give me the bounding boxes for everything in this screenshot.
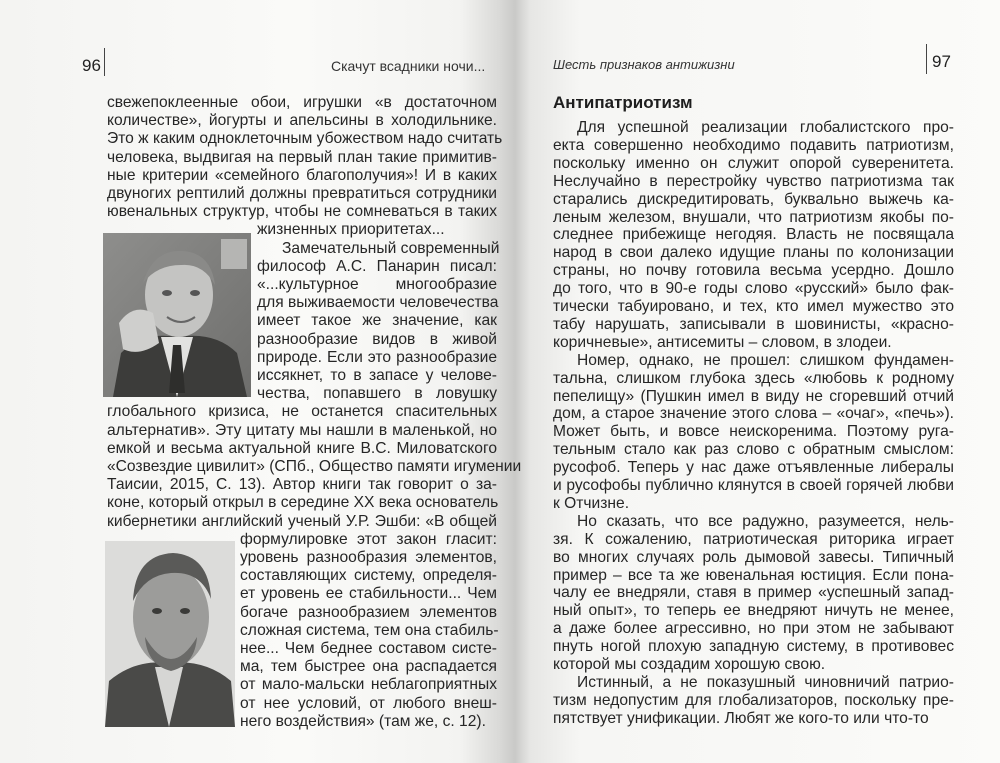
paragraph-first-line: Номер, однако, не прошел: слишком фундамен-: [577, 351, 954, 369]
paragraph-first-line: Для успешной реализации глобалистского про-: [577, 119, 954, 136]
text-line: философ А.С. Панарин писал:: [257, 257, 497, 275]
text-line: леным железом, внушали, что патриотизм якобы по-: [553, 208, 954, 226]
text-line: тальна, слишком глубока здесь «любовь к родному: [553, 369, 954, 387]
text-line: коне, который открыл в середине XX века основатель: [107, 494, 499, 512]
text-line: нее... Чем беднее составом систе-: [240, 640, 497, 657]
page-number-left: 96: [82, 56, 101, 75]
text-line: ет уровень ее стабильности... Чем: [240, 585, 497, 603]
text-line: уровень разнообразия элементов,: [240, 549, 497, 566]
text-line: двуногих рептилий должны превратиться сотрудники: [107, 185, 497, 202]
text-line: альтернатив». Эту цитату мы нашли в маленькой, но: [107, 421, 497, 439]
text-line: и русофобы публично клянутся в своей горячей любви: [553, 477, 954, 494]
text-line: поскольку именно он служит опорой суверенитета.: [553, 154, 954, 172]
text-line: дом, а старое значение этого слова – «очаг», «печь»).: [553, 405, 954, 423]
text-line: ма, тем быстрее она распадается: [240, 658, 497, 676]
text-line: свежепоклеенные обои, игрушки «в достаточном: [107, 94, 497, 111]
section-heading: Антипатриотизм: [553, 93, 693, 112]
text-line: тельным стало как раз слово с обратным смыслом:: [553, 441, 954, 459]
text-line: разнообразие видов в живой: [257, 330, 497, 348]
text-line: Неслучайно в перестройку чувство патриотизма так: [553, 172, 954, 190]
text-line: тически табуировано, и тех, кто имел мужество это: [553, 298, 954, 315]
text-line: количестве», йогурты и апельсины в холодильнике.: [107, 112, 497, 130]
text-line: коричневые», антисемиты – словом, в злодеи.: [553, 333, 892, 351]
text-line: ювенальных структур, чтобы не сомневаться в таких: [107, 203, 497, 221]
text-line: ные критерии «семейного благополучия»! И в каких: [107, 166, 497, 184]
text-line: имеет такое же значение, как: [257, 312, 497, 330]
text-line: русофоб. Теперь у нас даже отъявленные либералы: [553, 459, 954, 477]
text-line: для выживаемости человечества: [257, 294, 499, 312]
text-line: «Созвездие цивилит» (СПб., Общество памяти игумении: [107, 458, 522, 475]
text-line: табу нарушать, записывали в шовинисты, «красно-: [553, 315, 954, 333]
text-line: Замечательный современный: [282, 239, 500, 257]
text-line: человека, выдвигая на первый план такие примитив-: [107, 148, 497, 166]
text-line: жизненных приоритетах...: [257, 221, 445, 239]
page-number-right: 97: [932, 52, 951, 71]
text-line: кибернетики английский ученый У.Р. Эшби: «В общей: [107, 512, 497, 530]
page-number-divider: [926, 44, 927, 74]
text-line: чества, попавшего в ловушку: [257, 385, 497, 403]
text-line: которой мы создадим хорошую свою.: [553, 656, 826, 673]
text-line: емкой и весьма актуальной книге В.С. Миловатского: [107, 439, 497, 457]
running-header-left: Скачут всадники ночи...: [331, 58, 486, 74]
text-line: во многих случаях роль дымовой завесы. Типичный: [553, 548, 954, 566]
text-line: пример – все та же ювенальная юстиция. Если пона-: [553, 566, 954, 584]
text-line: глобального кризиса, не останется спасительных: [107, 403, 497, 421]
text-line: до того, что в 90-е годы слово «русский» было фак-: [553, 280, 954, 298]
text-line: от мало-мальски неблагоприятных: [240, 676, 497, 694]
text-line: богаче разнообразием элементов: [240, 603, 497, 621]
text-line: сложная система, тем она стабиль-: [240, 621, 499, 639]
text-line: от нее условий, от любого внеш-: [240, 694, 497, 712]
paragraph-first-line: Истинный, а не показушный чиновничий патрио-: [577, 673, 954, 691]
text-line: к Отчизне.: [553, 494, 630, 512]
text-line: екта совершенно необходимо подавить патриотизм,: [553, 136, 954, 154]
text-line: составляющих систему, определя-: [240, 567, 497, 585]
portrait-photo-ashby: [105, 541, 235, 727]
running-header-right: Шесть признаков антижизни: [553, 57, 735, 72]
text-line: Может быть, и вовсе неискоренима. Поэтому руга-: [553, 423, 954, 441]
text-line: чалу ее внедряли, ставя в пример «успешный запад-: [553, 584, 954, 602]
text-line: следнее прибежище негодяя. Власть не посвящала: [553, 226, 954, 244]
text-line: Таисии, 2015, С. 13). Автор книги так говорит о за-: [107, 476, 497, 494]
page-number-divider: [104, 48, 105, 76]
text-line: страны, но почву готовила весьма усердно. Дошло: [553, 262, 954, 280]
paragraph-first-line: Но сказать, что все радужно, разумеется, нель-: [577, 512, 954, 530]
text-line: иссякнет, то в запасе у челове-: [257, 367, 497, 384]
text-line: пятствует унификации. Любят же кого-то или что-то: [553, 709, 929, 727]
text-line: пнуть ногой плохую западную систему, в противовес: [553, 638, 954, 656]
text-line: «...культурное многообразие: [257, 276, 497, 293]
text-line: формулировке этот закон гласит:: [240, 530, 497, 548]
text-line: пепелищу» (Пушкин имел в виду не сгоревший отчий: [553, 387, 954, 405]
text-line: ный опыт», то теперь ее внедряют ничуть не менее,: [553, 602, 954, 620]
text-line: зя. К сожалению, патриотическая риторика играет: [553, 530, 954, 548]
text-line: старались дискредитировать, буквально выжечь ка-: [553, 190, 954, 208]
text-line: народ в свои далеко идущие планы по колонизации: [553, 244, 954, 262]
text-line: а даже более агрессивно, но при этом не забывают: [553, 620, 954, 638]
text-line: природе. Если это разнообразие: [257, 348, 497, 366]
portrait-photo-panarin: [103, 233, 251, 397]
text-line: Это ж каким одноклеточным убожеством надо считать: [107, 130, 503, 148]
text-line: него воздействия» (там же, с. 12).: [240, 712, 486, 730]
text-line: тизм недопустим для глобализаторов, поскольку пре-: [553, 691, 954, 709]
